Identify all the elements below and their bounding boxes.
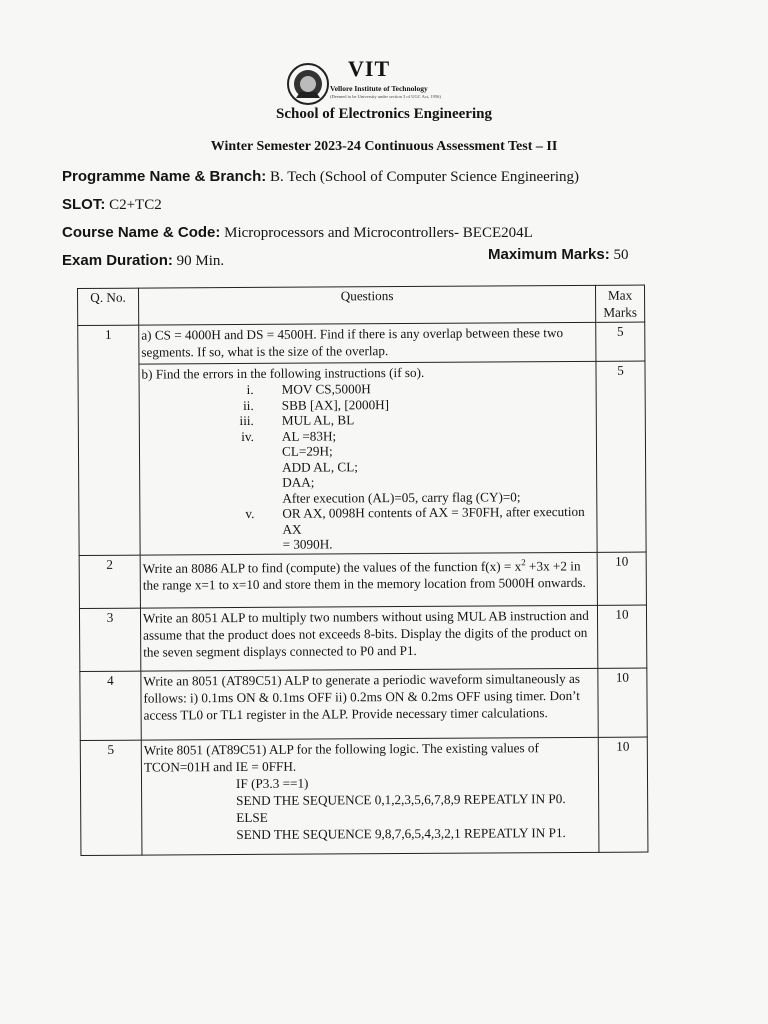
logic-line: ELSE	[236, 809, 268, 825]
logo-subline: (Deemed to be University under section 3 of UGC Act, 1956)	[330, 94, 441, 99]
list-roman: v.	[245, 505, 255, 521]
logic-line: SEND THE SEQUENCE 9,8,7,6,5,4,3,2,1 REPEATLY IN P1.	[236, 824, 566, 842]
semester-title: Winter Semester 2023-24 Continuous Assessment Test – II	[210, 139, 558, 154]
q2-text-post: +3x +2 in the range x=1 to x=10 and store them in the memory location from 5000H onwards.	[142, 557, 586, 593]
vit-logo	[286, 56, 456, 108]
instruction-line: MOV CS,5000H	[281, 381, 371, 397]
questions-header: Questions	[139, 285, 596, 325]
instruction-line: MUL AL, BL	[281, 412, 355, 428]
q5-text: Write 8051 (AT89C51) ALP for the following logic. The existing values of TCON=01H and IE = 0FFH.	[143, 739, 539, 775]
instruction-line: AL =83H;	[281, 427, 337, 444]
logic-line: SEND THE SEQUENCE 0,1,2,3,5,6,7,8,9 REPEATLY IN P0.	[236, 790, 566, 808]
table-row	[78, 361, 646, 555]
max-marks-value: 50	[609, 247, 629, 263]
course-value: Microprocessors and Microcontrollers- BECE204L	[220, 225, 533, 241]
duration-label: Exam Duration:	[62, 252, 173, 269]
table-row	[78, 322, 645, 364]
question-text: Write an 8051 (AT89C51) ALP to generate a periodic waveform simultaneously as follows: i) 0.1ms ON & 0.1ms OFF ii) 0.2ms ON & 0.2ms OFF using timer. Don’t access TL0 or TL1 register in the ALP. Provide necessary timer calculations.	[141, 668, 598, 740]
question-text	[141, 737, 599, 855]
qno-header: Q. No.	[78, 288, 139, 325]
list-item	[142, 426, 594, 506]
duration-line	[62, 252, 224, 270]
instruction-line: DAA;	[282, 474, 315, 490]
q1b-intro: b) Find the errors in the following instructions (if so).	[141, 364, 425, 382]
list-roman: iii.	[239, 412, 254, 429]
question-text	[140, 552, 597, 608]
question-marks: 10	[598, 668, 647, 737]
programme-value: B. Tech (School of Computer Science Engineering)	[266, 169, 579, 185]
table-header-row	[78, 285, 645, 325]
question-text: Write an 8051 ALP to multiply two numbers without using MUL AB instruction and assume that the product does not exceeds 8-bits. Display the digits of the product on the seven segment displays connected to P0 and P1.	[140, 605, 597, 671]
table-row	[79, 605, 646, 671]
duration-value: 90 Min.	[172, 253, 225, 269]
list-roman: ii.	[243, 397, 254, 413]
marks-header	[595, 285, 644, 322]
marks-header-max: Max	[607, 287, 633, 303]
slot-line	[62, 196, 162, 214]
table-row	[80, 737, 648, 855]
logo-tagline: Vellore Institute of Technology	[330, 84, 428, 93]
question-number: 5	[80, 740, 142, 855]
instruction-line: SBB [AX], [2000H]	[281, 396, 390, 413]
question-text	[139, 361, 597, 554]
instruction-line: OR AX, 0098H contents of AX = 3F0FH, after execution AX	[282, 503, 585, 537]
programme-label: Programme Name & Branch:	[62, 168, 267, 185]
school-name: School of Electronics Engineering	[276, 106, 492, 122]
table-row	[79, 552, 646, 608]
question-number: 3	[79, 608, 140, 671]
course-line	[62, 224, 533, 242]
question-marks: 10	[598, 737, 648, 852]
list-roman: iv.	[241, 428, 254, 444]
course-label: Course Name & Code:	[62, 224, 221, 241]
max-marks-line	[488, 246, 628, 264]
question-number: 1	[78, 325, 140, 555]
instruction-line: ADD AL, CL;	[282, 458, 358, 475]
instruction-line: CL=29H;	[281, 443, 333, 459]
q5-logic	[144, 772, 596, 843]
table-row	[80, 668, 647, 740]
instruction-line: After execution (AL)=05, carry flag (CY)=0;	[282, 488, 521, 506]
questions-table	[77, 285, 648, 856]
marks-header-marks: Marks	[603, 304, 638, 320]
slot-value: C2+TC2	[105, 197, 162, 213]
question-text: a) CS = 4000H and DS = 4500H. Find if there is any overlap between these two segments. If so, what is the size of the overlap.	[139, 322, 596, 364]
university-seal-icon	[286, 62, 330, 106]
instruction-list	[142, 380, 595, 553]
instruction-line: = 3090H.	[282, 536, 333, 552]
max-marks-label: Maximum Marks:	[488, 246, 610, 263]
list-item	[142, 504, 594, 553]
list-roman: i.	[246, 381, 254, 397]
question-marks: 5	[596, 322, 645, 361]
q2-superscript: 2	[521, 556, 526, 567]
programme-line	[62, 168, 579, 186]
question-number: 4	[80, 671, 141, 740]
logo-title: VIT	[348, 56, 391, 81]
logic-line: IF (P3.3 ==1)	[235, 775, 309, 791]
q2-text-pre: Write an 8086 ALP to find (compute) the values of the function f(x) = x	[142, 558, 522, 576]
question-number: 2	[79, 555, 140, 608]
slot-label: SLOT:	[62, 196, 106, 213]
question-marks: 10	[597, 605, 646, 668]
question-marks: 10	[597, 552, 646, 605]
question-marks: 5	[596, 361, 646, 552]
